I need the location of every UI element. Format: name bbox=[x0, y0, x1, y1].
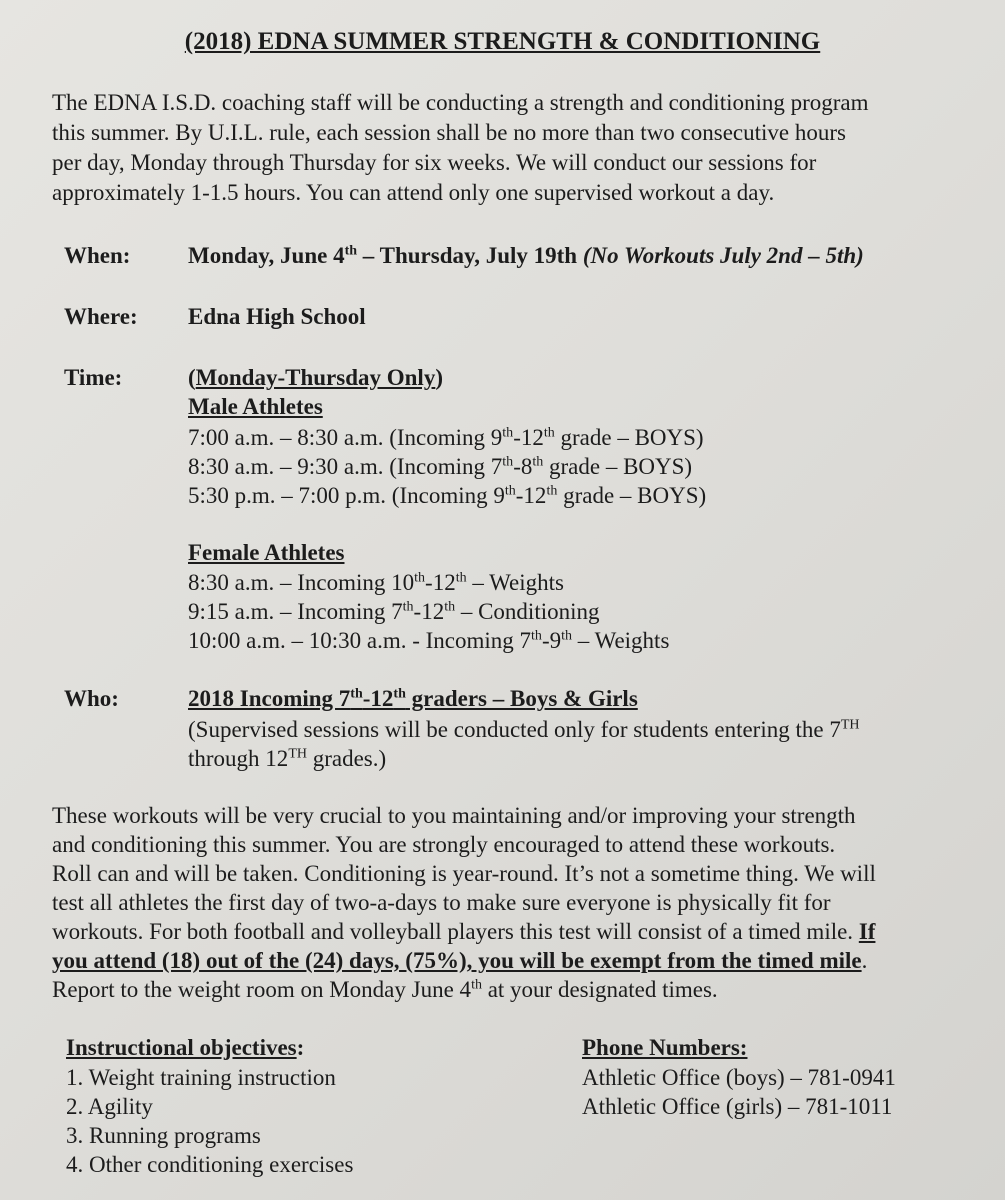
schedule-text: 7:00 a.m. – 8:30 a.m. (Incoming 9 bbox=[188, 425, 503, 450]
when-end: – Thursday, July 19th bbox=[357, 243, 583, 268]
intro-line: The EDNA I.S.D. coaching staff will be conducting a strength and conditioning program bbox=[52, 90, 869, 115]
sup: th bbox=[471, 977, 482, 993]
schedule-text: -12 bbox=[515, 483, 547, 508]
when-label: When: bbox=[64, 243, 131, 268]
objectives-colon: : bbox=[296, 1035, 305, 1060]
schedule-text: 9:15 a.m. – Incoming 7 bbox=[188, 599, 403, 624]
intro-line: approximately 1-1.5 hours. You can attend only one supervised workout a day. bbox=[52, 180, 775, 205]
phone-item: Athletic Office (girls) – 781-1011 bbox=[582, 1094, 893, 1119]
schedule-item bbox=[188, 626, 669, 655]
objectives-heading bbox=[66, 1035, 304, 1061]
schedule-text: -12 bbox=[425, 570, 456, 595]
objective-item: 1. Weight training instruction bbox=[66, 1065, 336, 1090]
who-text: graders – Boys & Girls bbox=[405, 686, 638, 711]
who-heading bbox=[188, 686, 638, 712]
body-line: Roll can and will be taken. Conditioning is year-round. It’s not a sometime thing. We will bbox=[52, 861, 876, 886]
schedule-item bbox=[188, 568, 669, 597]
time-days-text: Monday-Thursday Only bbox=[195, 365, 436, 390]
schedule-text: grade – BOYS) bbox=[543, 454, 693, 479]
who-text: -12 bbox=[362, 686, 394, 711]
schedule-text: – Weights bbox=[466, 570, 564, 595]
schedule-text: grade – BOYS) bbox=[557, 483, 707, 508]
when-value bbox=[188, 243, 864, 269]
paren-close: ) bbox=[435, 365, 443, 390]
intro-line: this summer. By U.I.L. rule, each session shall be no more than two consecutive hours bbox=[52, 120, 846, 145]
exempt-text: you attend (18) out of the (24) days, (75%), you will be exempt from the timed mile bbox=[52, 948, 862, 973]
who-note-text: (Supervised sessions will be conducted only for students entering the 7 bbox=[188, 717, 841, 742]
objectives-list bbox=[66, 1063, 353, 1179]
sup: th bbox=[393, 686, 406, 702]
who-note-line bbox=[188, 715, 860, 744]
sup: th bbox=[502, 454, 514, 470]
paren-open: ( bbox=[188, 365, 196, 390]
schedule-text: – Conditioning bbox=[455, 599, 600, 624]
body-line: test all athletes the first day of two-a-days to make sure everyone is physically fit for bbox=[52, 890, 831, 915]
sup: th bbox=[414, 570, 426, 586]
body-text: . bbox=[861, 948, 868, 973]
schedule-item bbox=[188, 481, 706, 510]
who-note bbox=[188, 715, 860, 773]
who-note-text: grades.) bbox=[306, 746, 387, 771]
objective-item: 2. Agility bbox=[66, 1094, 153, 1119]
sup: th bbox=[531, 628, 542, 644]
body-text: Report to the weight room on Monday June 4 bbox=[52, 977, 472, 1002]
phone-item: Athletic Office (boys) – 781-0941 bbox=[582, 1065, 896, 1090]
sup: th bbox=[444, 599, 456, 615]
sup: th bbox=[502, 425, 514, 441]
body-line bbox=[52, 946, 987, 975]
schedule-text: – Weights bbox=[572, 628, 670, 653]
sup: th bbox=[546, 483, 558, 499]
schedule-text: -12 bbox=[413, 599, 445, 624]
intro-paragraph bbox=[52, 88, 987, 208]
when-start-sup: th bbox=[344, 243, 358, 259]
male-schedule bbox=[188, 423, 706, 510]
male-athletes-heading: Male Athletes bbox=[188, 394, 323, 419]
schedule-text: 10:00 a.m. – 10:30 a.m. - Incoming 7 bbox=[188, 628, 532, 653]
who-note-line bbox=[188, 744, 860, 773]
objective-item: 3. Running programs bbox=[66, 1123, 261, 1148]
when-note: (No Workouts July 2nd – 5th) bbox=[582, 243, 864, 268]
where-label: Where: bbox=[64, 304, 138, 329]
time-label: Time: bbox=[64, 365, 123, 390]
sup: th bbox=[561, 628, 572, 644]
body-line bbox=[52, 975, 987, 1004]
schedule-text: grade – BOYS) bbox=[554, 425, 704, 450]
phone-numbers-heading: Phone Numbers: bbox=[582, 1035, 748, 1060]
sup: th bbox=[532, 454, 544, 470]
phone-list bbox=[582, 1063, 896, 1121]
sup: th bbox=[543, 425, 555, 441]
female-schedule bbox=[188, 568, 669, 655]
sup: th bbox=[402, 599, 414, 615]
sup: th bbox=[350, 686, 363, 702]
who-text: 2018 Incoming 7 bbox=[188, 686, 351, 711]
schedule-text: 5:30 p.m. – 7:00 p.m. (Incoming 9 bbox=[188, 483, 505, 508]
body-text: at your designated times. bbox=[481, 977, 718, 1002]
where-value: Edna High School bbox=[188, 304, 366, 329]
who-label: Who: bbox=[64, 686, 119, 711]
schedule-text: 8:30 a.m. – Incoming 10 bbox=[188, 570, 415, 595]
schedule-item bbox=[188, 423, 706, 452]
when-start: Monday, June 4 bbox=[188, 243, 345, 268]
body-paragraph bbox=[52, 801, 987, 1004]
schedule-item bbox=[188, 452, 706, 481]
body-text: workouts. For both football and volleyball players this test will consist of a timed mile. bbox=[52, 919, 859, 944]
body-line bbox=[52, 917, 987, 946]
body-line: and conditioning this summer. You are strongly encouraged to attend these workouts. bbox=[52, 832, 836, 857]
sup: TH bbox=[288, 746, 307, 762]
schedule-text: 8:30 a.m. – 9:30 a.m. (Incoming 7 bbox=[188, 454, 503, 479]
time-days bbox=[188, 365, 443, 391]
schedule-item bbox=[188, 597, 669, 626]
schedule-text: -9 bbox=[541, 628, 562, 653]
flyer-title: (2018) EDNA SUMMER STRENGTH & CONDITIONING bbox=[184, 28, 821, 55]
objectives-heading-text: Instructional objectives bbox=[66, 1035, 297, 1060]
schedule-text: -12 bbox=[513, 425, 544, 450]
female-athletes-heading: Female Athletes bbox=[188, 540, 345, 565]
sup: th bbox=[504, 483, 516, 499]
intro-line: per day, Monday through Thursday for six weeks. We will conduct our sessions for bbox=[52, 150, 817, 175]
schedule-text: -8 bbox=[513, 454, 533, 479]
who-note-text: through 12 bbox=[188, 746, 289, 771]
objective-item: 4. Other conditioning exercises bbox=[66, 1152, 354, 1177]
exempt-text: If bbox=[858, 919, 876, 944]
body-line: These workouts will be very crucial to you maintaining and/or improving your strength bbox=[52, 803, 856, 828]
sup: th bbox=[455, 570, 467, 586]
sup: TH bbox=[840, 717, 860, 733]
